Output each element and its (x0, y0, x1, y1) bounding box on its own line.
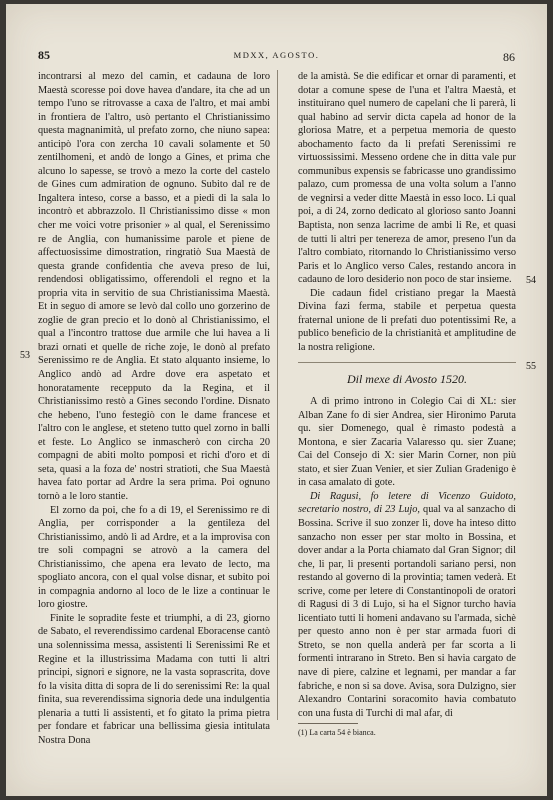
right-margin-number-2: 55 (526, 361, 536, 372)
left-paragraph-3: Finite le sopradite feste et triumphi, a di 23, giorno de Sabato, el reverendissimo cardenal Eboracense cantò una solennissima messa, assistenti li Serenissimi Re et Regine et la illustrissima Madama con tutti li altri principi, signori e signore, ne la vasta soprascrita, dove fo la visita ditta di sopra de li do serenissimi Re: la qual finita, sua reverendissima signoria dede una indulgentia plenaria a tutti li assistenti, et fo gitato la prima pietra per fondare et fabricar una bellissima giesia intitulata Nostra Dona (38, 612, 270, 746)
left-paragraph-2: El zorno da poi, che fo a di 19, el Serenissimo re di Anglia, per corrisponder a la gentileza del Christianissimo, andò lì ad Ardre, et a la improvisa con tre soli compagni se atrovò a la camera del Christianissimo, che apena era levato de lecto, ma spogliato ancora, con el qual volse disnar, et subito poi in compagnia andorno al loco de le lize a continuar le loro giostre. (38, 504, 270, 611)
section-separator (298, 362, 516, 363)
column-divider (277, 70, 278, 720)
page-header (6, 48, 547, 64)
right-page-number: 86 (503, 50, 515, 64)
left-column (38, 70, 270, 747)
right-paragraph-3: A dì primo introno in Colegio Cai di XL: sier Alban Zane fo di sier Andrea, sier Hironimo Paruta qu. sier Domenego, qual è rimasto podestà a Montona, e sier Zacaria Valaresso qu. sier Zuane; Cai del Consejo di X: sier Marin Corner, non più stato, et sier Zuan Venier, et sier Zulian Gradenigo è in casa amalato di gote. (298, 396, 516, 489)
right-margin-number: 54 (526, 275, 536, 286)
document-page (6, 4, 547, 796)
right-paragraph-1: de la amistà. Se die edificar et ornar di paramenti, et dotar a comune spese de l'una et l'altra Maestà, et instituirano quel numero de capelani che li parerà, li qual habino ad servir dicta capela ad honor de la gloriosa Matre, et a perpetua memoria de questo abochamento facto da li prefati Serenissimi re virtuossissimi. Messeno ordene che in ditta vale pur communibus expensis se fabricasse uno grandissimo palazo, cum promessa de una volta solum a l'anno de vegnirsi a veder ditte Maestà in esso loco. Li qual poi, a di 24, zorno dedicato al glorioso santo Joanni Baptista, non senza lacrime de ambi li Re, et quasi de tutti li altri per tenereza de amor, preseno l'un da l'altro combiato, ritornando lo Christianissimo verso Paris et lo Anglico verso Cales, restando ancora in cadauno de loro desiderio non poco de star insieme. (298, 71, 516, 286)
right-column (298, 70, 516, 720)
footnote: (1) La carta 54 è bianca. (298, 728, 376, 737)
left-margin-number: 53 (20, 350, 30, 361)
right-paragraph-4 (298, 490, 516, 720)
left-paragraph-1: incontrarsi al mezo del camin, et cadauna de loro Maestà scoresse poi dove havea d'andare, ita che ad un tempo l'uno se ritrovasse a caxa de l'altro, et mai ambi in frontiera de l'altro, usò pertanto el Christianissimo questa magnanimità, ul prefato zorno, che niuno sapea: anticipò l'ora con zercha 10 cavali solamente et 50 zentilhomeni, et andò de longo a Gines, et prima che alcuno lo sapesse, se trovò a mezo la corte del castelo de Gines cum admiration de ognuno. Subito dal re de Ingaltera inteso, corse a basso, et a piedi di la sala lo incontrò et abbrazzolo. Il Christianissimo disse « mon cher me voici votre prisonier » al qual, el Serenissimo re de Anglia, con humanissime parole et piene de affectuosissime dimostration, ringratiò Sua Maestà de questa grande confidentia che aveva preso de lui, rendendosi obligatissimo, offerendoli el regno et la propria vita in servitio de sua Christianissima Maestà. Et in seguo di amore se levò dal collo uno gorzerino de zoglie de gran precio et lo donò al Christianissimo, el qual a l'incontro trattose due armile che lui havea a li brazi ornati et quelle de riche zoje, le donò al prefato Serenissimo re de Anglia. Et stato alquanto insieme, lo Anglico andò ad Ardre dove era aspetato et honoratamente recepputo da la Regina, et il Christianissimo restò a Gines secondo l'ordine. Disnato che hebeno, l'uno festegiò con le dame francese et l'altro con le anglese, et steteno tutto quel zorno in balli et feste. Lo Anglico se inmascherò con circha 20 compagni de abiti molto pomposi et richi d'oro et di seta, quasi a la foza de' nostri stratioti, che Sua Maestà havea fato portar ad Ardre la sera prima. Poi ognuno tornò a le loro stantie. (38, 71, 270, 502)
right-paragraph-2: Die cadaun fidel cristiano pregar la Maestà Divina fazi ferma, stabile et perpetua questa fraternal unione de li prefati duo potentissimi Re, a publico beneficio de la christianità et amplitudine de la nostra religione. (298, 287, 516, 353)
left-page-number: 85 (38, 48, 50, 62)
running-title: MDXX, AGOSTO. (233, 50, 320, 60)
footnote-rule (298, 723, 358, 724)
section-title: Dil mexe di Avosto 1520. (346, 372, 468, 387)
right-paragraph-4-rest: qual va al sanzacho di Bossina. Scrive il suo zonzer lì, dove ha inteso ditto sanzacho non esser per star molto in Bossina, et dover andar a la Porta chiamato dal Gran Signor; dil che, li par, li presenti portandoli sariano persi, non restando al governo di la provintia; tamen vederà. Et scrive, come per letere di Constantinopoli de oratori di Ragusi di 3 di Lujo, si ha el Signor turcho havia licentiato tutti li homeni andavano su l'armada, sichè per questo anno non è per star armada fuori di Streto, se non quella anderà per far scorta a li formenti intrarano in Streto. Ben si havia cargato de nave di piere, calzine et legnami, per mandar a far fabriche, e non si sa dove. Avisa, sora Dulzigno, sier Alexandro Contarini soracomito havia combatuto con una fusta di Turchi di mal afar, di (298, 504, 516, 719)
right-paragraph-4-lead: Di Ragusi, fo letere di Vicenzo Guidoto, secretario nostro, di 23 Lujo, (298, 490, 516, 516)
